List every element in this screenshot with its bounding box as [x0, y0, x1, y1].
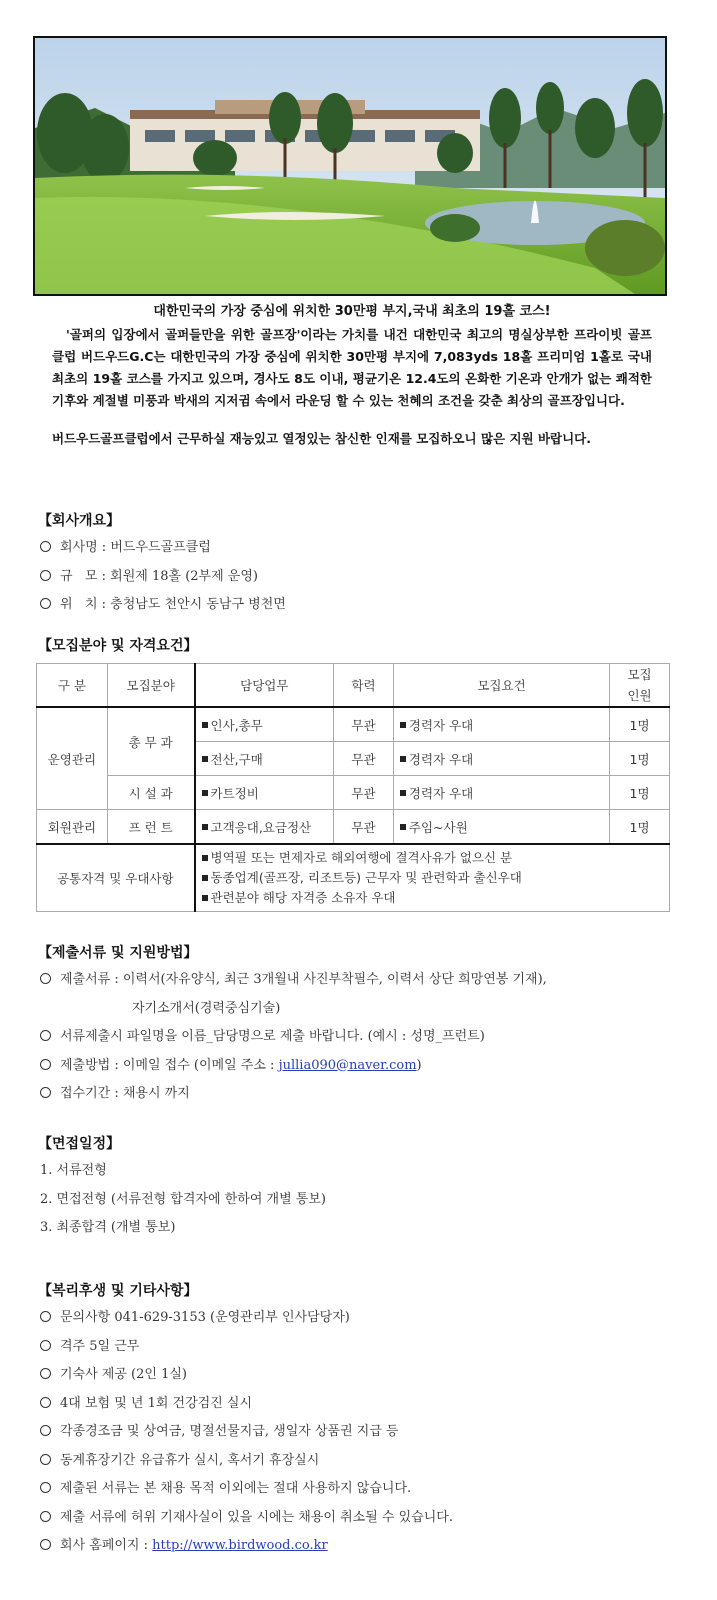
circle-bullet-icon	[40, 1311, 51, 1322]
square-bullet-icon	[400, 790, 406, 796]
list-item: 자기소개서(경력중심기술)	[132, 1000, 281, 1016]
list-item: 회사명 : 버드우드골프클럽	[40, 534, 286, 563]
docs-title: 【제출서류 및 지원방법】	[38, 945, 198, 961]
table-row	[37, 810, 670, 845]
circle-bullet-icon	[40, 1454, 51, 1465]
square-bullet-icon	[400, 756, 406, 762]
circle-bullet-icon	[40, 1539, 51, 1550]
circle-bullet-icon	[40, 1425, 51, 1436]
list-item: 2. 면접전형 (서류전형 합격자에 한하여 개별 통보)	[40, 1191, 326, 1207]
requirement-cell: 경력자 우대	[393, 742, 609, 776]
list-item: 관련분야 해당 자격증 소유자 우대	[202, 888, 663, 908]
circle-bullet-icon	[40, 1087, 51, 1098]
list-item: 제출 서류에 허위 기재사실이 있을 시에는 채용이 취소될 수 있습니다.	[40, 1504, 453, 1533]
circle-bullet-icon	[40, 1368, 51, 1379]
list-item: 4대 보험 및 년 1회 건강검진 실시	[40, 1390, 453, 1419]
list-item: 동계휴장기간 유급휴가 실시, 혹서기 휴장실시	[40, 1447, 453, 1476]
requirement-cell: 경력자 우대	[393, 707, 609, 742]
table-row	[37, 844, 670, 912]
list-item: 규 모 : 회원제 18홀 (2부제 운영)	[40, 563, 286, 592]
list-item: 격주 5일 근무	[40, 1333, 453, 1362]
list-item: 문의사항 041-629-3153 (운영관리부 인사담당자)	[40, 1304, 453, 1333]
common-label-cell: 공통자격 및 우대사항	[37, 844, 195, 912]
duty-cell: 전산,구매	[195, 742, 334, 776]
field-cell: 프 런 트	[107, 810, 194, 845]
header-duty: 담당업무	[195, 664, 334, 708]
square-bullet-icon	[202, 722, 208, 728]
duty-cell: 고객응대,요금정산	[195, 810, 334, 845]
circle-bullet-icon	[40, 598, 51, 609]
golf-course-photo	[33, 36, 667, 296]
list-item: 회사 홈페이지 : http://www.birdwood.co.kr	[40, 1532, 453, 1561]
table-row	[37, 776, 670, 810]
benefits-list	[40, 1304, 453, 1561]
requirement-cell: 주임~사원	[393, 810, 609, 845]
header-field: 모집분야	[107, 664, 194, 708]
interview-title: 【면접일정】	[38, 1136, 121, 1152]
table-header-row	[37, 664, 670, 708]
list-item: 접수기간 : 채용시 까지	[40, 1080, 547, 1109]
requirement-cell: 경력자 우대	[393, 776, 609, 810]
division-cell: 운영관리	[37, 707, 108, 810]
square-bullet-icon	[400, 722, 406, 728]
square-bullet-icon	[202, 756, 208, 762]
duty-cell: 인사,총무	[195, 707, 334, 742]
header-division: 구 분	[37, 664, 108, 708]
education-cell: 무관	[334, 707, 394, 742]
circle-bullet-icon	[40, 1511, 51, 1522]
docs-list	[40, 966, 547, 1109]
benefits-title: 【복리후생 및 기타사항】	[38, 1283, 198, 1299]
education-cell: 무관	[334, 742, 394, 776]
count-cell: 1명	[610, 707, 670, 742]
list-item: 각종경조금 및 상여금, 명절선물지급, 생일자 상품권 지급 등	[40, 1418, 453, 1447]
list-item: 제출서류 : 이력서(자유양식, 최근 3개월내 사진부착필수, 이력서 상단 희망연봉 기재),	[40, 966, 547, 995]
circle-bullet-icon	[40, 1030, 51, 1041]
list-item: 병역필 또는 면제자로 해외여행에 결격사유가 없으신 분	[202, 848, 663, 868]
list-item: 기숙사 제공 (2인 1실)	[40, 1361, 453, 1390]
intro-invite: 버드우드골프클럽에서 근무하실 재능있고 열정있는 참신한 인재를 모집하오니 많은 지원 바랍니다.	[52, 431, 591, 446]
intro-body: '골퍼의 입장에서 골퍼들만을 위한 골프장'이라는 가치를 내건 대한민국 최고의 명실상부한 프라이빗 골프클럽 버드우드G.C는 대한민국의 가장 중심에 위치한 30만평 부지에 7,083yds 18홀 프리미엄 1홀로 국내 최초의 19홀 코스를 가지고 있으며, 경사도 8도 이내, 평균기온 12.4도의 온화한 기온과 안개가 없는 쾌적한 기후와 계절별 미풍과 박새의 지저귐 속에서 라운딩 할 수 있는 천혜의 조건을 갖춘 최상의 골프장입니다.	[52, 327, 652, 408]
circle-bullet-icon	[40, 1397, 51, 1408]
recruit-title: 【모집분야 및 자격요건】	[38, 638, 198, 654]
common-items-cell	[195, 844, 670, 912]
intro-section	[52, 302, 652, 449]
count-cell: 1명	[610, 742, 670, 776]
square-bullet-icon	[202, 855, 208, 861]
square-bullet-icon	[202, 895, 208, 901]
count-cell: 1명	[610, 810, 670, 845]
interview-list	[40, 1157, 326, 1243]
homepage-link[interactable]: http://www.birdwood.co.kr	[152, 1538, 328, 1553]
field-cell: 총 무 과	[107, 707, 194, 776]
square-bullet-icon	[202, 824, 208, 830]
header-count: 모집 인원	[610, 664, 670, 708]
email-link[interactable]: jullia090@naver.com	[278, 1057, 417, 1073]
header-education: 학력	[334, 664, 394, 708]
recruit-table	[36, 663, 670, 912]
circle-bullet-icon	[40, 570, 51, 581]
list-item: 1. 서류전형	[40, 1163, 107, 1178]
education-cell: 무관	[334, 810, 394, 845]
list-item: 위 치 : 충청남도 천안시 동남구 병천면	[40, 591, 286, 620]
company-list	[40, 534, 286, 620]
company-title: 【회사개요】	[38, 513, 121, 529]
circle-bullet-icon	[40, 973, 51, 984]
square-bullet-icon	[400, 824, 406, 830]
division-cell: 회원관리	[37, 810, 108, 845]
header-requirement: 모집요건	[393, 664, 609, 708]
circle-bullet-icon	[40, 541, 51, 552]
list-item: 제출된 서류는 본 채용 목적 이외에는 절대 사용하지 않습니다.	[40, 1475, 453, 1504]
circle-bullet-icon	[40, 1340, 51, 1351]
table-row	[37, 707, 670, 742]
list-item: 3. 최종합격 (개별 통보)	[40, 1220, 176, 1235]
square-bullet-icon	[202, 875, 208, 881]
list-item: 제출방법 : 이메일 접수 (이메일 주소 : jullia090@naver.com)	[40, 1052, 547, 1081]
square-bullet-icon	[202, 790, 208, 796]
count-cell: 1명	[610, 776, 670, 810]
duty-cell: 카트정비	[195, 776, 334, 810]
intro-headline: 대한민국의 가장 중심에 위치한 30만평 부지,국내 최초의 19홀 코스!	[153, 304, 551, 319]
list-item: 동종업계(골프장, 리조트등) 근무자 및 관련학과 출신우대	[202, 868, 663, 888]
education-cell: 무관	[334, 776, 394, 810]
circle-bullet-icon	[40, 1059, 51, 1070]
circle-bullet-icon	[40, 1482, 51, 1493]
list-item: 서류제출시 파일명을 이름_담당명으로 제출 바랍니다. (예시 : 성명_프런트)	[40, 1023, 547, 1052]
field-cell: 시 설 과	[107, 776, 194, 810]
